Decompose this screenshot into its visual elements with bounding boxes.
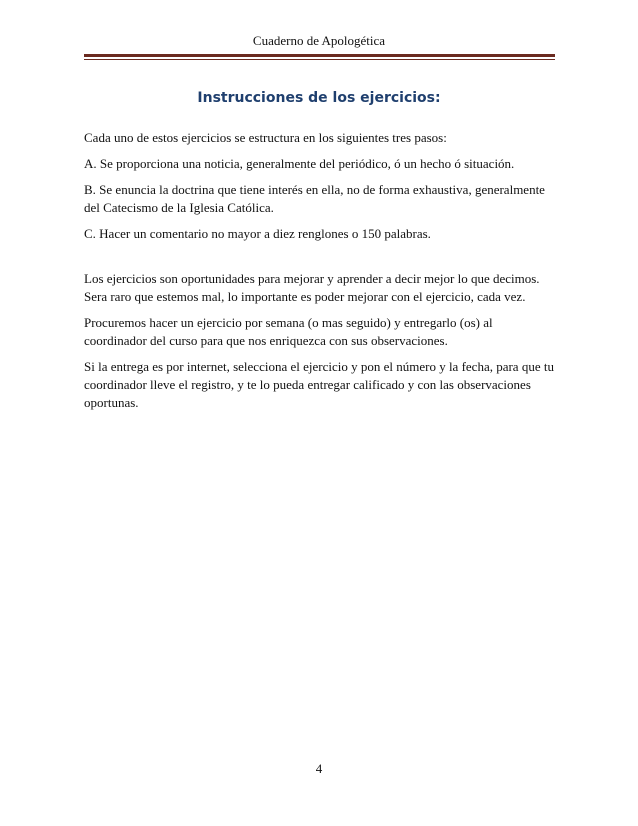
paragraph-step-c: C. Hacer un comentario no mayor a diez renglones o 150 palabras.: [84, 226, 431, 241]
section-heading: Instrucciones de los ejercicios:: [197, 90, 441, 106]
paragraph-internet: Si la entrega es por internet, selecciona el ejercicio y pon el número y la fecha, para que tu coordinador lleve el registro, y te lo pueda entregar calificado y con las observaciones oportunas.: [84, 359, 554, 410]
body-text: [84, 129, 556, 420]
header-rule-thick: [84, 54, 555, 57]
paragraph-weekly: Procuremos hacer un ejercicio por semana (o mas seguido) y entregarlo (os) al coordinador del curso para que nos enriquezca con sus observaciones.: [84, 315, 493, 348]
page-number: 4: [315, 761, 323, 776]
paragraph-intro: Cada uno de estos ejercicios se estructura en los siguientes tres pasos:: [84, 130, 447, 145]
paragraph-step-a: A. Se proporciona una noticia, generalmente del periódico, ó un hecho ó situación.: [84, 156, 515, 171]
running-header: Cuaderno de Apologética: [252, 33, 386, 48]
paragraph-step-b: B. Se enuncia la doctrina que tiene interés en ella, no de forma exhaustiva, generalmente del Catecismo de la Iglesia Católica.: [84, 182, 545, 215]
header-rule-thin: [84, 59, 555, 60]
paragraph-opportunities: Los ejercicios son oportunidades para mejorar y aprender a decir mejor lo que decimos. Sera raro que estemos mal, lo importante es poder mejorar con el ejercicio, cada vez.: [84, 271, 540, 304]
